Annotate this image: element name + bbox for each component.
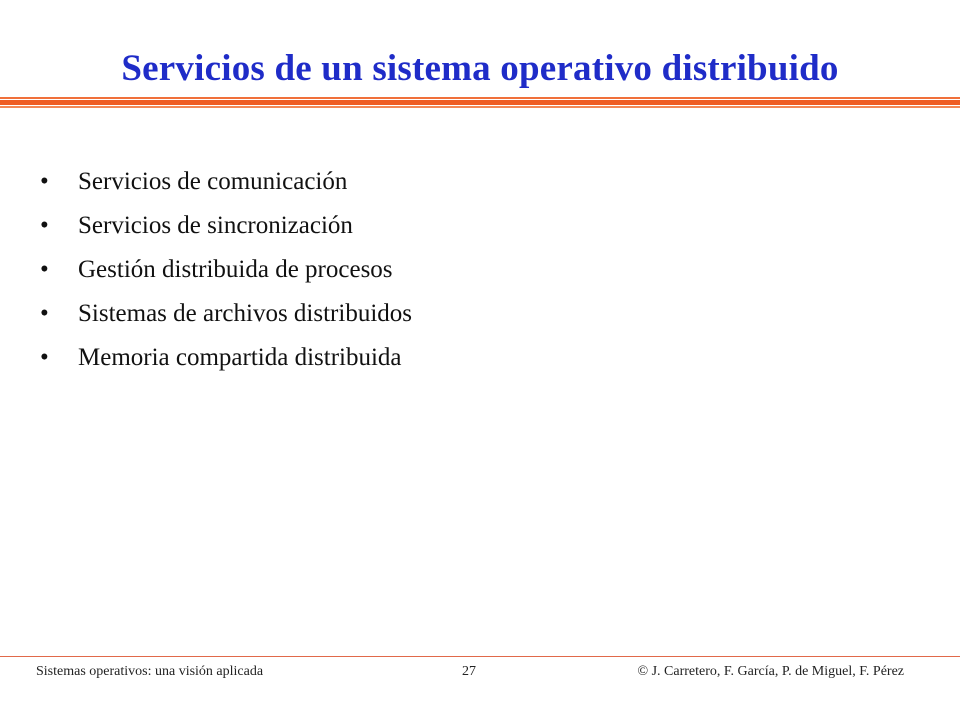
title-underline	[0, 97, 960, 109]
footer-copyright: © J. Carretero, F. García, P. de Miguel, F. Pérez	[637, 664, 904, 679]
footer-divider	[0, 656, 960, 657]
title-underline-bottom-line	[0, 106, 960, 108]
title-underline-top-line	[0, 97, 960, 99]
bullet-text: Memoria compartida distribuida	[78, 344, 402, 371]
footer-page-number: 27	[462, 664, 476, 679]
bullet-icon: •	[40, 344, 49, 371]
bullet-text: Gestión distribuida de procesos	[78, 256, 393, 283]
slide-title: Servicios de un sistema operativo distribuido	[121, 48, 839, 89]
bullet-text: Sistemas de archivos distribuidos	[78, 300, 412, 327]
title-underline-main-line	[0, 100, 960, 105]
footer-book-title: Sistemas operativos: una visión aplicada	[36, 664, 264, 679]
bullet-icon: •	[40, 168, 49, 195]
bullet-text: Servicios de comunicación	[78, 168, 348, 195]
bullet-icon: •	[40, 300, 49, 327]
bullet-icon: •	[40, 256, 49, 283]
bullet-text: Servicios de sincronización	[78, 212, 353, 239]
bullet-icon: •	[40, 212, 49, 239]
